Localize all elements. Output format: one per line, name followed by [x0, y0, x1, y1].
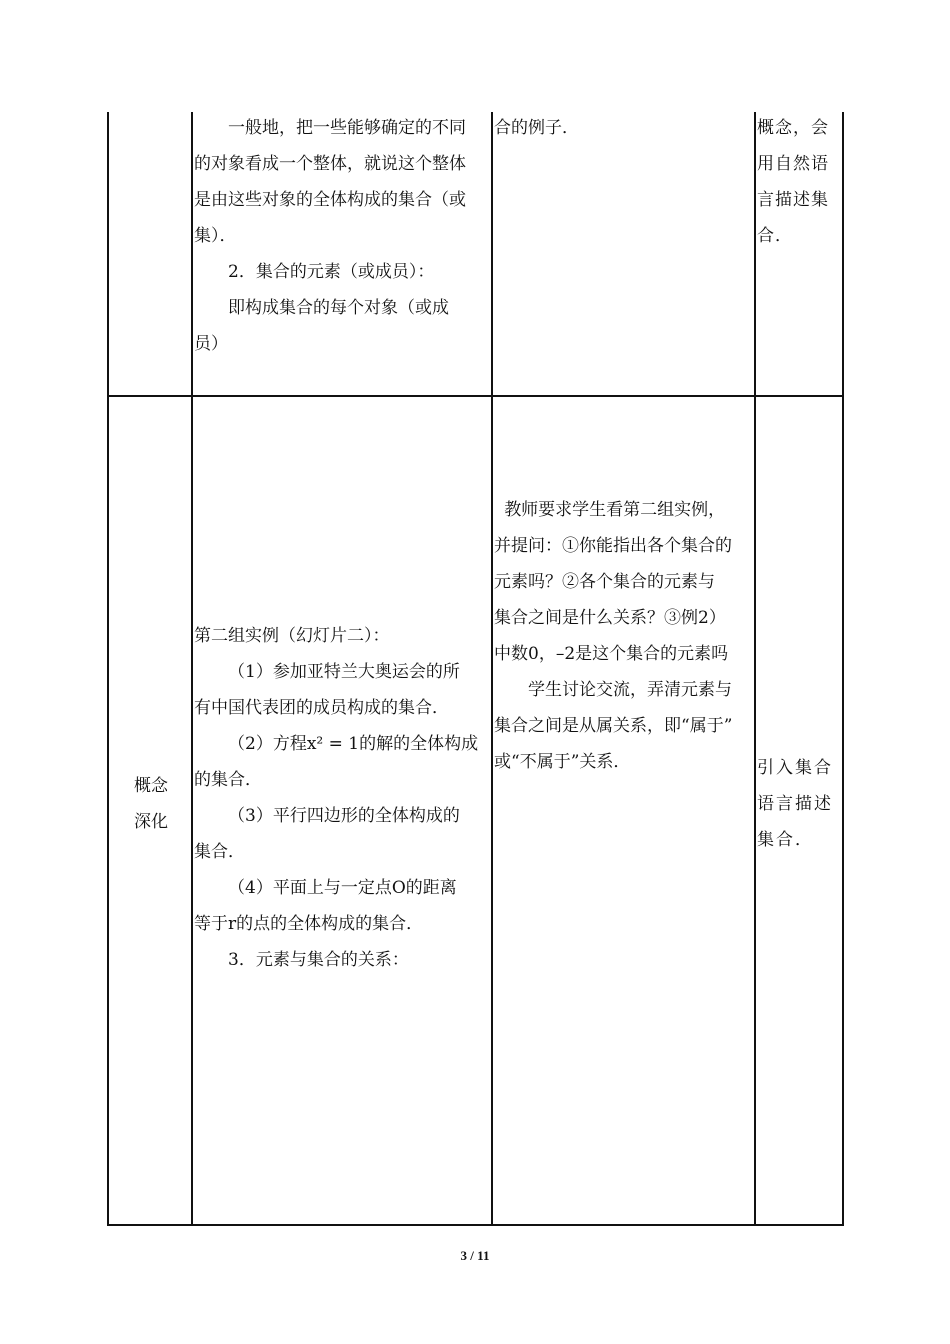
activity-line: 并提问：①你能指出各个集合的 — [494, 536, 732, 556]
table-left-border — [107, 112, 109, 1226]
purpose-line: 概念，会 — [757, 118, 829, 138]
content-line: 3．元素与集合的关系： — [228, 950, 409, 970]
stage-line: 深化 — [134, 812, 168, 832]
content-line: 的集合． — [194, 770, 262, 790]
content-line: 等于r的点的全体构成的集合． — [194, 914, 424, 934]
row2-purpose-cell — [757, 750, 843, 858]
activity-line: 中数0，–2是这个集合的元素吗 — [494, 644, 729, 664]
content-line: 2．集合的元素（或成员）： — [228, 262, 435, 282]
row1-content-cell — [194, 110, 494, 362]
purpose-line: 引入集合 — [757, 758, 833, 778]
content-line: （1）参加亚特兰大奥运会的所 — [228, 662, 460, 682]
activity-line: 合的例子． — [494, 118, 579, 138]
content-line: （2）方程x² = 1的解的全体构成 — [228, 734, 479, 754]
content-line: 即构成集合的每个对象（或成 — [228, 298, 449, 318]
purpose-line: 语言描述 — [757, 794, 833, 814]
activity-line: 学生讨论交流，弄清元素与 — [528, 680, 732, 700]
table-right-border — [842, 112, 844, 1226]
content-line: 的对象看成一个整体，就说这个整体 — [194, 154, 466, 174]
purpose-line: 集合． — [757, 830, 814, 850]
row2-stage-cell — [110, 768, 192, 840]
activity-line: 元素吗？②各个集合的元素与 — [494, 572, 715, 592]
activity-line: 集合之间是从属关系，即“属于” — [494, 716, 733, 736]
content-line: 第二组实例（幻灯片二）： — [194, 626, 390, 646]
content-line: （3）平行四边形的全体构成的 — [228, 806, 460, 826]
content-line: 集）． — [194, 226, 237, 246]
table-col-divider-1 — [191, 112, 193, 1226]
content-line: 有中国代表团的成员构成的集合． — [194, 698, 449, 718]
stage-line: 概念 — [134, 776, 168, 796]
purpose-line: 言描述集 — [757, 190, 829, 210]
content-line: 是由这些对象的全体构成的集合（或 — [194, 190, 466, 210]
content-line: 一般地，把一些能够确定的不同 — [228, 118, 466, 138]
purpose-line: 用自然语 — [757, 154, 829, 174]
content-line: 集合． — [194, 842, 245, 862]
purpose-line: 合． — [757, 226, 793, 246]
activity-line: 教师要求学生看第二组实例， — [504, 500, 726, 520]
activity-line: 集合之间是什么关系？③例2） — [494, 608, 726, 628]
content-line: （4）平面上与一定点O的距离 — [228, 878, 457, 898]
table-bottom-border — [107, 1224, 844, 1226]
row1-purpose-cell — [757, 110, 843, 254]
row2-activity-cell — [494, 492, 756, 780]
activity-line: 或“不属于”关系． — [494, 752, 631, 772]
page-number: 3 / 11 — [460, 1248, 490, 1263]
content-line: 员） — [194, 334, 228, 354]
table-divider-row — [107, 395, 844, 397]
row2-content-cell — [194, 618, 494, 978]
row1-activity-cell — [494, 110, 754, 146]
